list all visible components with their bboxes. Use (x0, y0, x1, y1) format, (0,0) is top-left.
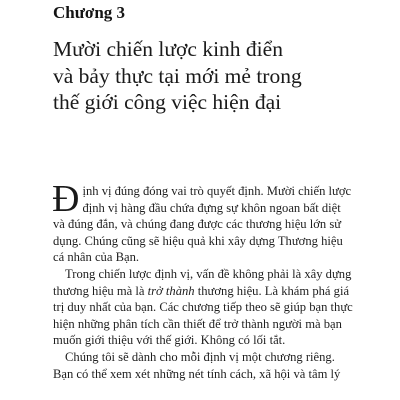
paragraph-1 (52, 178, 365, 266)
chapter-title-line: và bảy thực tại mới mẻ trong (53, 63, 302, 88)
emphasis-text: trở thành (147, 283, 195, 298)
chapter-title-line: Mười chiến lược kinh điển (53, 37, 283, 61)
text-line (53, 283, 365, 300)
text-line: ịnh vị đúng đóng vai trò quyết định. Mười chiến lược (82, 184, 352, 198)
text-line: trị duy nhất của bạn. Các chương tiếp theo sẽ giúp bạn thực (53, 300, 353, 315)
text-line: Trong chiến lược định vị, vấn đề không phải là xây dựng (65, 266, 352, 281)
drop-cap: Đ (52, 178, 80, 220)
body-text (52, 178, 365, 382)
chapter-title-line: thế giới công việc hiện đại (53, 90, 282, 114)
chapter-title (53, 36, 373, 116)
paragraph-3 (53, 349, 365, 382)
text-fragment: thương hiệu. Là khám phá giá (194, 283, 350, 298)
text-line: cá nhân của Bạn. (53, 250, 140, 265)
text-fragment: thương hiệu mà là (53, 283, 148, 298)
text-line: định vị hàng đầu chứa đựng sự khôn ngoan bất diệt (82, 200, 341, 215)
text-line: muốn giới thiệu với thế giới. Không có lối tắt. (53, 333, 286, 348)
text-line: Bạn có thể xem xét những nét tính cách, xã hội và tâm lý (53, 366, 341, 381)
text-line: hiện những phân tích cần thiết để trở thành người mà bạn (53, 316, 342, 331)
paragraph-2 (53, 266, 365, 349)
chapter-label: Chương 3 (53, 3, 126, 22)
text-line: dụng. Chúng cũng sẽ hiệu quả khi xây dựng Thương hiệu (53, 233, 343, 248)
text-line: và đúng đắn, và chúng đang được các thương hiệu lớn sử (53, 217, 342, 232)
text-line: Chúng tôi sẽ dành cho mỗi định vị một chương riêng. (65, 349, 335, 364)
